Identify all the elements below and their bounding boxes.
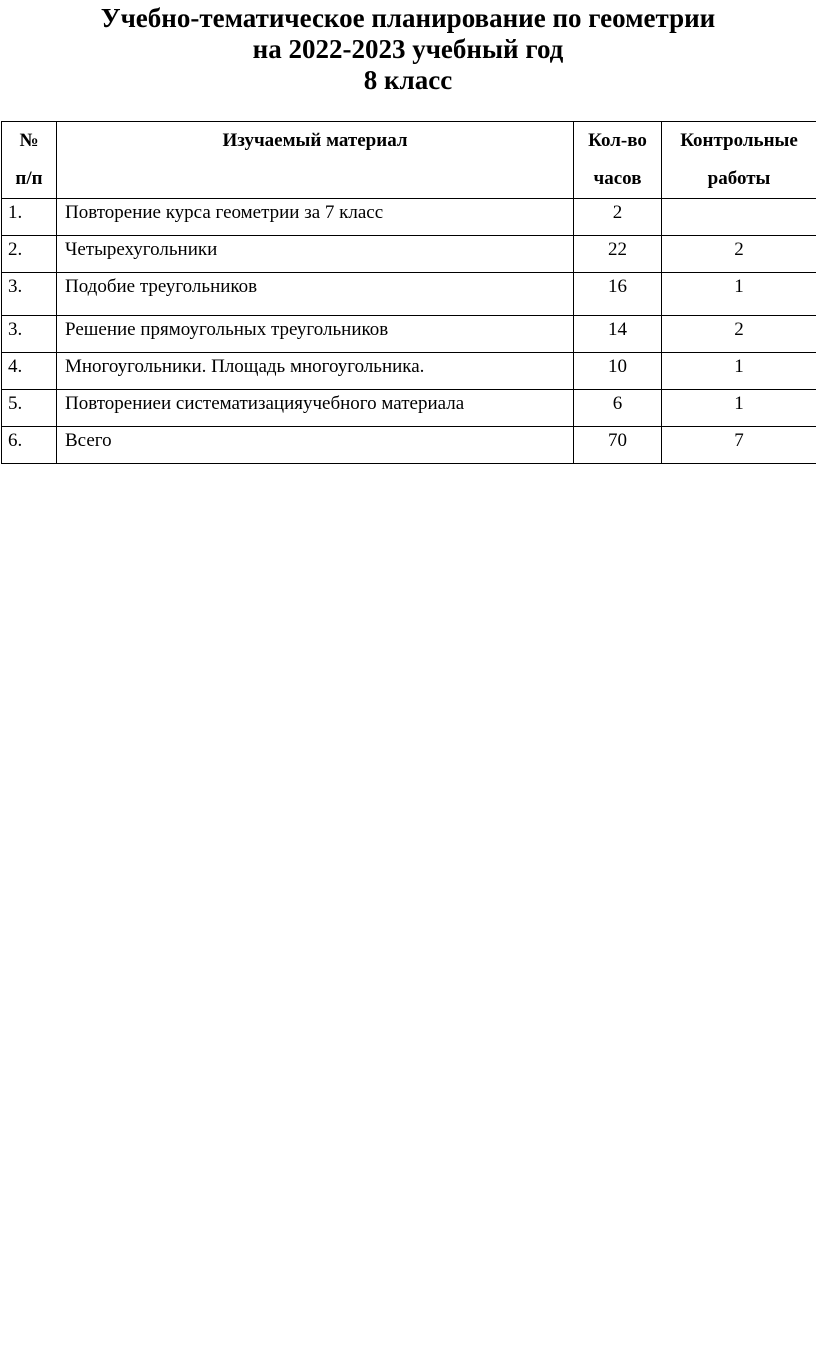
- table-row: [2, 427, 816, 464]
- row-material: Повторение курса геометрии за 7 класс: [57, 199, 574, 236]
- row-number: 4.: [2, 353, 57, 390]
- row-material: Повторениеи систематизацияучебного материала: [57, 390, 574, 427]
- table-row: [2, 199, 816, 236]
- row-tests: 2: [662, 236, 816, 273]
- header-number-line1: №: [19, 130, 39, 151]
- row-tests: 1: [662, 273, 816, 316]
- row-material: Всего: [57, 427, 574, 464]
- row-hours: 2: [574, 199, 662, 236]
- title-line-2: на 2022-2023 учебный год: [252, 34, 564, 64]
- row-number: 3.: [2, 316, 57, 353]
- header-number: [2, 122, 57, 199]
- row-hours: 10: [574, 353, 662, 390]
- row-material: Подобие треугольников: [57, 273, 574, 316]
- header-tests-line2: работы: [707, 168, 771, 189]
- title-line-3: 8 класс: [363, 65, 453, 95]
- title-line-1: Учебно-тематическое планирование по геометрии: [100, 3, 716, 33]
- row-material: Четырехугольники: [57, 236, 574, 273]
- table-row: [2, 353, 816, 390]
- document-title: [0, 3, 816, 96]
- row-tests: 2: [662, 316, 816, 353]
- header-material-label: Изучаемый материал: [222, 130, 408, 151]
- header-tests: [662, 122, 816, 199]
- row-number: 6.: [2, 427, 57, 464]
- row-hours: 16: [574, 273, 662, 316]
- header-hours: [574, 122, 662, 199]
- row-tests: [662, 199, 816, 236]
- row-tests: 1: [662, 390, 816, 427]
- table-header-row: [2, 122, 816, 199]
- table-row: [2, 390, 816, 427]
- table-row: [2, 316, 816, 353]
- table-row: [2, 236, 816, 273]
- header-number-line2: п/п: [15, 168, 43, 189]
- table-row: [2, 273, 816, 316]
- row-number: 1.: [2, 199, 57, 236]
- row-material: Решение прямоугольных треугольников: [57, 316, 574, 353]
- row-number: 3.: [2, 273, 57, 316]
- header-hours-line1: Кол-во: [588, 130, 647, 151]
- row-hours: 70: [574, 427, 662, 464]
- row-number: 5.: [2, 390, 57, 427]
- header-material: [57, 122, 574, 199]
- header-tests-line1: Контрольные: [680, 130, 798, 151]
- row-tests: 1: [662, 353, 816, 390]
- row-material: Многоугольники. Площадь многоугольника.: [57, 353, 574, 390]
- planning-table: [1, 121, 816, 464]
- row-hours: 6: [574, 390, 662, 427]
- header-hours-line2: часов: [593, 168, 642, 189]
- row-tests: 7: [662, 427, 816, 464]
- row-hours: 14: [574, 316, 662, 353]
- row-hours: 22: [574, 236, 662, 273]
- row-number: 2.: [2, 236, 57, 273]
